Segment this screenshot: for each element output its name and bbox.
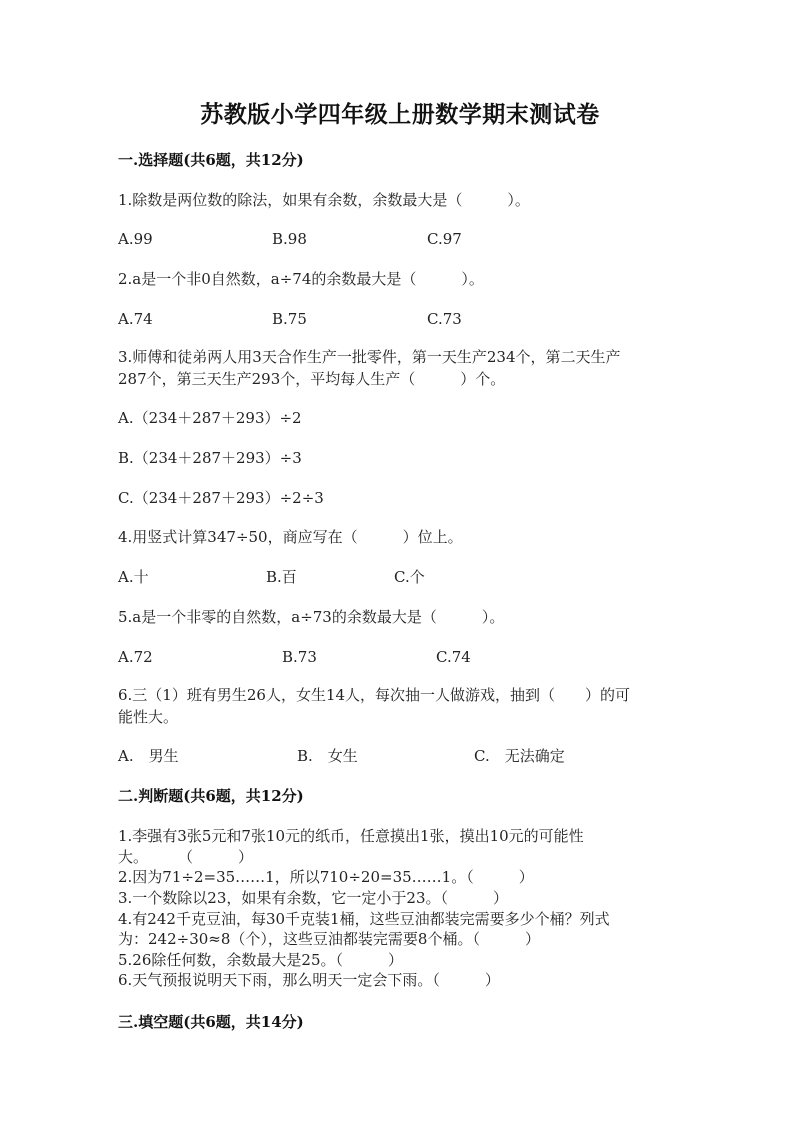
choice-question-3-line-1: 3.师傅和徒弟两人用3天合作生产一批零件，第一天生产234个，第二天生产 [118, 348, 621, 366]
choice-1-option-b: B.98 [272, 230, 307, 248]
choice-question-4: 4.用竖式计算347÷50，商应写在（ ）位上。 [118, 528, 463, 546]
choice-4-option-b: B.百 [266, 568, 297, 586]
choice-4-option-a: A.十 [118, 568, 149, 586]
judge-line-3: 2.因为71÷2=35……1，所以710÷20=35……1。（ ） [118, 868, 534, 886]
choice-6-option-b: B. 女生 [297, 747, 358, 765]
choice-4-option-c: C.个 [394, 568, 425, 586]
choice-5-option-b: B.73 [282, 648, 317, 666]
judge-line-5: 4.有242千克豆油，每30千克装1桶，这些豆油都装完需要多少个桶？列式 [118, 910, 610, 928]
choice-question-3-line-2: 287个，第三天生产293个，平均每人生产（ ）个。 [118, 370, 506, 388]
judge-line-6: 为：242÷30≈8（个），这些豆油都装完需要8个桶。（ ） [118, 930, 540, 948]
judge-line-2: 大。 （ ） [118, 848, 254, 866]
choice-question-2: 2.a是一个非0自然数，a÷74的余数最大是（ ）。 [118, 270, 484, 288]
choice-1-option-c: C.97 [427, 230, 462, 248]
choice-3-option-b: B.（234＋287＋293）÷3 [118, 449, 302, 467]
choice-1-option-a: A.99 [118, 230, 153, 248]
choice-3-option-a: A.（234＋287＋293）÷2 [118, 409, 302, 427]
page-title: 苏教版小学四年级上册数学期末测试卷 [200, 101, 600, 128]
judge-line-7: 5.26除任何数，余数最大是25。（ ） [118, 951, 403, 969]
choice-2-option-c: C.73 [427, 310, 462, 328]
choice-question-6-line-2: 能性大。 [118, 708, 179, 726]
judge-line-1: 1.李强有3张5元和7张10元的纸币，任意摸出1张，摸出10元的可能性 [118, 827, 584, 845]
choice-question-5: 5.a是一个非零的自然数，a÷73的余数最大是（ ）。 [118, 608, 505, 626]
choice-question-1: 1.除数是两位数的除法，如果有余数，余数最大是（ ）。 [118, 191, 530, 209]
choice-5-option-a: A.72 [118, 648, 153, 666]
choice-2-option-b: B.75 [272, 310, 307, 328]
section-heading-choice: 一.选择题(共6题，共12分) [118, 151, 304, 169]
section-heading-fill: 三.填空题(共6题，共14分) [118, 1013, 304, 1031]
choice-2-option-a: A.74 [118, 310, 153, 328]
choice-3-option-c: C.（234＋287＋293）÷2÷3 [118, 489, 324, 507]
section-heading-judge: 二.判断题(共6题，共12分) [118, 787, 304, 805]
choice-6-option-c: C. 无法确定 [474, 747, 565, 765]
choice-6-option-a: A. 男生 [118, 747, 179, 765]
judge-line-8: 6.天气预报说明天下雨，那么明天一定会下雨。（ ） [118, 971, 500, 989]
choice-5-option-c: C.74 [436, 648, 471, 666]
choice-question-6-line-1: 6.三（1）班有男生26人，女生14人，每次抽一人做游戏，抽到（ ）的可 [118, 686, 631, 704]
judge-line-4: 3.一个数除以23，如果有余数，它一定小于23。（ ） [118, 889, 508, 907]
